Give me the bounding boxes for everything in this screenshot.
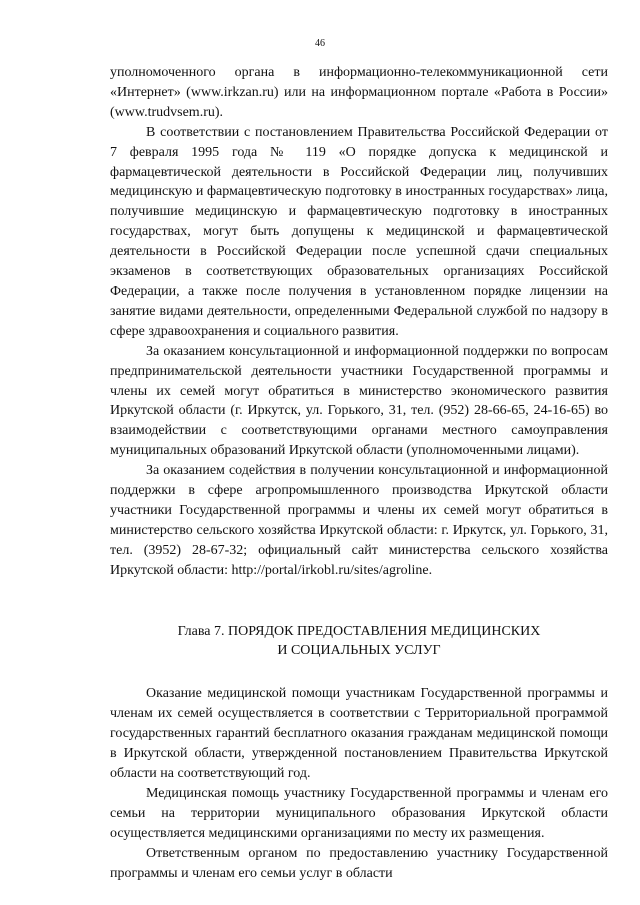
document-body (110, 63, 608, 883)
chapter-heading (110, 622, 608, 662)
chapter-heading-line-2: И СОЦИАЛЬНЫХ УСЛУГ (277, 643, 441, 659)
paragraph-continuation: уполномоченного органа в информационно-телекоммуникационной сети «Интернет» (www.irkzan.ru) или на информационном портале «Работа в России» (www.trudvsem.ru). (110, 65, 608, 120)
paragraph-medical-organizations: Медицинская помощь участнику Государственной программы и членам его семьи на территории муниципального образования Иркутской области осуществляется медицинскими организациями по месту их размещения. (110, 785, 608, 841)
paragraph-medical-care: Оказание медицинской помощи участникам Государственной программы и членам их семей осуществляется в соответствии с Территориальной программой государственных гарантий бесплатного оказания гражданам медицинской помощи в Иркутской области, утвержденной постановлением Правительства Иркутской области на соответствующий год. (110, 686, 608, 781)
chapter-heading-line-1: Глава 7. ПОРЯДОК ПРЕДОСТАВЛЕНИЯ МЕДИЦИНСКИХ (177, 623, 541, 639)
paragraph-business-support: За оказанием консультационной и информационной поддержки по вопросам предпринимательской деятельности участники Государственной программы и члены их семей могут обратиться в министерство экономического развития Иркутской области (г. Иркутск, ул. Горького, 31, тел. (952) 28-66-65, 24-16-65) во взаимодействии с соответствующими органами местного самоуправления муниципальных образований Иркутской области (уполномоченными лицами). (110, 343, 608, 459)
page-number: 46 (315, 38, 325, 49)
heading-spacer (110, 661, 608, 684)
paragraph-foreign-qualification: В соответствии с постановлением Правительства Российской Федерации от 7 февраля 1995 года № 119 «О порядке допуска к медицинской и фармацевтической деятельности в Российской Федерации лиц, получивших медицинскую и фармацевтическую подготовку в иностранных государствах» лица, получившие медицинскую и фармацевтическую подготовку в иностранных государствах, могут быть допущены к медицинской и фармацевтической деятельности в Российской Федерации после успешной сдачи специальных экзаменов в соответствующих образовательных организациях Российской Федерации, а также после получения в установленном порядке лицензии на занятие видами деятельности, определенными Федеральной службой по надзору в сфере здравоохранения и социального развития. (110, 124, 608, 339)
paragraph-agro-support: За оказанием содействия в получении консультационной и информационной поддержки в сфере агропромышленного производства Иркутской области участники Государственной программы и члены их семей могут обратиться в министерство сельского хозяйства Иркутской области: г. Иркутск, ул. Горького, 31, тел. (3952) 28-67-32; официальный сайт министерства сельского хозяйства Иркутской области: http://portal/irkobl.ru/sites/agroline. (110, 463, 608, 578)
paragraph-responsible-body: Ответственным органом по предоставлению участнику Государственной программы и членам его семьи услуг в области (110, 845, 608, 881)
